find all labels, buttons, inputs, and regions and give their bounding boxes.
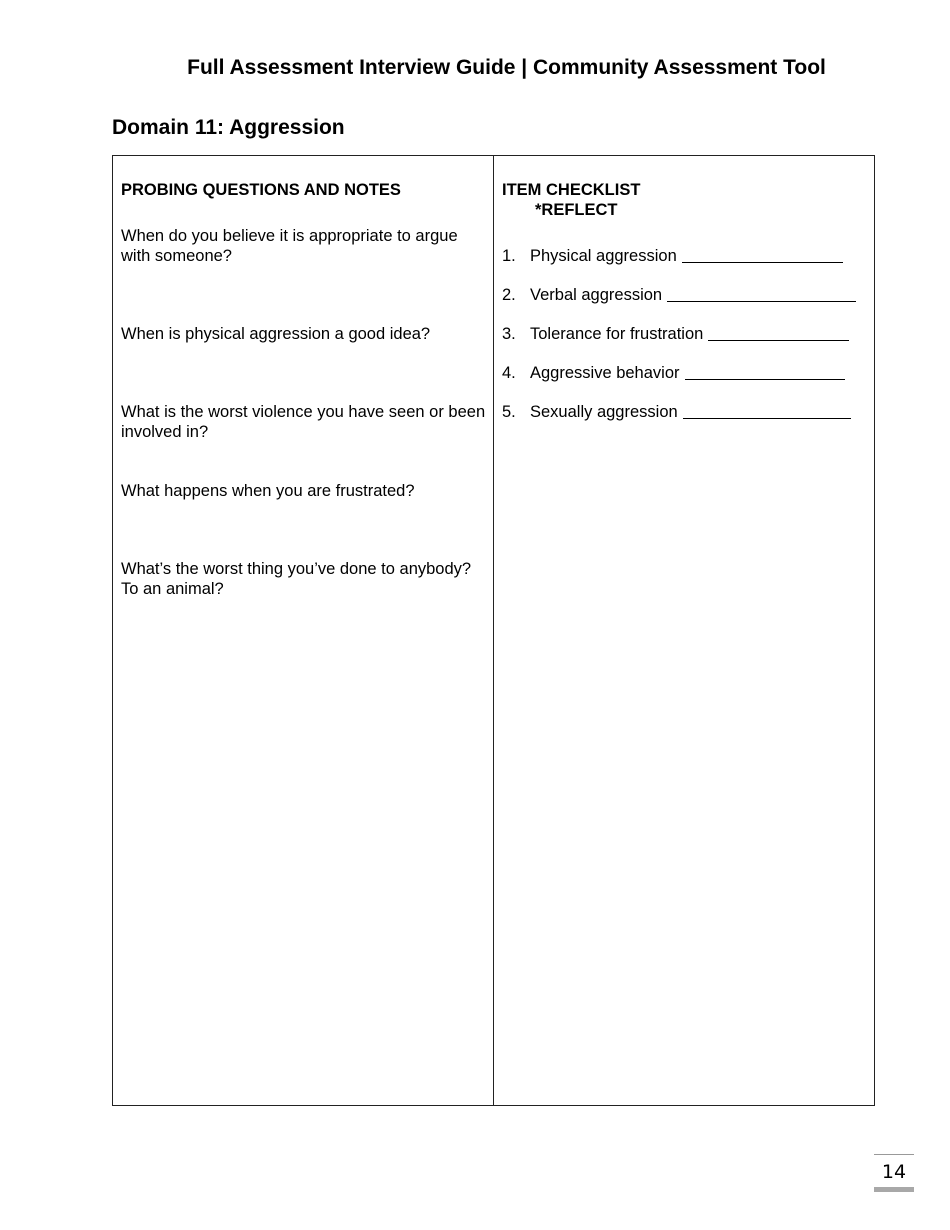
item-checklist-heading: ITEM CHECKLIST xyxy=(502,181,641,199)
question-5: What’s the worst thing you’ve done to anybody? To an animal? xyxy=(121,560,472,598)
item-number: 4. xyxy=(502,364,516,382)
item-checklist xyxy=(502,246,862,441)
page-number-bar xyxy=(874,1187,914,1192)
question-3: What is the worst violence you have seen or been involved in? xyxy=(121,403,486,441)
item-label: Physical aggression xyxy=(530,247,677,265)
question-4: What happens when you are frustrated? xyxy=(121,482,415,500)
item-number: 2. xyxy=(502,286,516,304)
item-label: Tolerance for frustration xyxy=(530,325,704,343)
checklist-item xyxy=(502,324,862,363)
item-checklist-column xyxy=(494,156,874,1105)
reflect-subheading: *REFLECT xyxy=(535,201,618,219)
checklist-item xyxy=(502,363,862,402)
item-blank-line[interactable] xyxy=(685,363,845,380)
domain-title: Domain 11: Aggression xyxy=(112,116,345,139)
question-1: When do you believe it is appropriate to argue with someone? xyxy=(121,227,458,265)
item-blank-line[interactable] xyxy=(708,324,849,341)
item-blank-line[interactable] xyxy=(683,402,851,419)
item-number: 3. xyxy=(502,325,516,343)
item-label: Sexually aggression xyxy=(530,403,678,421)
probing-questions-heading: PROBING QUESTIONS AND NOTES xyxy=(121,181,401,199)
item-label: Aggressive behavior xyxy=(530,364,680,382)
item-blank-line[interactable] xyxy=(682,246,843,263)
item-number: 1. xyxy=(502,247,516,265)
assessment-table xyxy=(112,155,875,1106)
checklist-item xyxy=(502,285,862,324)
probing-questions-column xyxy=(113,156,494,1105)
page-header: Full Assessment Interview Guide | Community Assessment Tool xyxy=(187,56,826,79)
item-label: Verbal aggression xyxy=(530,286,663,304)
item-number: 5. xyxy=(502,403,516,421)
page-number: 14 xyxy=(874,1154,914,1183)
checklist-item xyxy=(502,246,862,285)
checklist-item xyxy=(502,402,862,441)
item-blank-line[interactable] xyxy=(667,285,856,302)
question-2: When is physical aggression a good idea? xyxy=(121,325,431,343)
